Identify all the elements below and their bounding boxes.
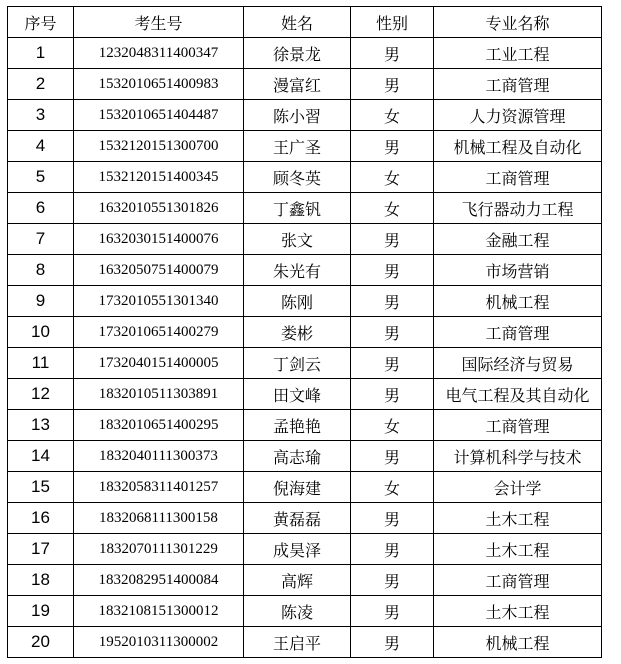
row-gender: 女 (351, 162, 434, 193)
row-name: 徐景龙 (244, 38, 351, 69)
table-row (8, 38, 602, 69)
row-name: 丁剑云 (244, 348, 351, 379)
row-major: 工商管理 (434, 162, 602, 193)
row-exam-id: 1832040111300373 (74, 441, 244, 472)
table-row (8, 255, 602, 286)
row-major: 工商管理 (434, 565, 602, 596)
row-no: 19 (8, 596, 74, 627)
row-exam-id: 1532120151400345 (74, 162, 244, 193)
row-gender: 女 (351, 410, 434, 441)
header-no: 序号 (8, 7, 74, 38)
row-name: 娄彬 (244, 317, 351, 348)
row-exam-id: 1832010651400295 (74, 410, 244, 441)
row-exam-id: 1532010651404487 (74, 100, 244, 131)
table-row (8, 193, 602, 224)
row-name: 陈小習 (244, 100, 351, 131)
table-row (8, 534, 602, 565)
row-exam-id: 1832010511303891 (74, 379, 244, 410)
table-row (8, 565, 602, 596)
row-name: 漫富红 (244, 69, 351, 100)
table-row (8, 69, 602, 100)
header-exam-id: 考生号 (74, 7, 244, 38)
row-gender: 男 (351, 565, 434, 596)
row-gender: 男 (351, 286, 434, 317)
row-no: 6 (8, 193, 74, 224)
header-major: 专业名称 (434, 7, 602, 38)
row-major: 国际经济与贸易 (434, 348, 602, 379)
row-name: 陈凌 (244, 596, 351, 627)
row-exam-id: 1632010551301826 (74, 193, 244, 224)
row-no: 20 (8, 627, 74, 658)
row-major: 土木工程 (434, 534, 602, 565)
row-exam-id: 1732010651400279 (74, 317, 244, 348)
row-gender: 男 (351, 224, 434, 255)
row-no: 18 (8, 565, 74, 596)
row-exam-id: 1732040151400005 (74, 348, 244, 379)
row-no: 15 (8, 472, 74, 503)
header-gender: 性别 (351, 7, 434, 38)
row-gender: 男 (351, 596, 434, 627)
row-exam-id: 1532010651400983 (74, 69, 244, 100)
row-gender: 男 (351, 255, 434, 286)
row-name: 田文峰 (244, 379, 351, 410)
row-exam-id: 1832108151300012 (74, 596, 244, 627)
row-exam-id: 1832068111300158 (74, 503, 244, 534)
row-gender: 男 (351, 534, 434, 565)
row-gender: 女 (351, 193, 434, 224)
row-name: 丁鑫钒 (244, 193, 351, 224)
row-no: 16 (8, 503, 74, 534)
row-no: 5 (8, 162, 74, 193)
header-name: 姓名 (244, 7, 351, 38)
row-no: 1 (8, 38, 74, 69)
row-major: 工业工程 (434, 38, 602, 69)
row-name: 高志瑜 (244, 441, 351, 472)
row-name: 顾冬英 (244, 162, 351, 193)
row-name: 成昊泽 (244, 534, 351, 565)
row-exam-id: 1832070111301229 (74, 534, 244, 565)
row-name: 陈刚 (244, 286, 351, 317)
row-no: 7 (8, 224, 74, 255)
row-gender: 女 (351, 472, 434, 503)
table-row (8, 131, 602, 162)
row-gender: 女 (351, 100, 434, 131)
row-gender: 男 (351, 503, 434, 534)
student-table (7, 6, 602, 658)
row-name: 倪海建 (244, 472, 351, 503)
row-name: 孟艳艳 (244, 410, 351, 441)
row-major: 电气工程及其自动化 (434, 379, 602, 410)
row-gender: 男 (351, 131, 434, 162)
table-row (8, 317, 602, 348)
row-exam-id: 1532120151300700 (74, 131, 244, 162)
row-major: 机械工程及自动化 (434, 131, 602, 162)
row-exam-id: 1832058311401257 (74, 472, 244, 503)
row-name: 朱光有 (244, 255, 351, 286)
row-name: 高辉 (244, 565, 351, 596)
row-no: 4 (8, 131, 74, 162)
table-row (8, 410, 602, 441)
table-row (8, 627, 602, 658)
table-row (8, 162, 602, 193)
row-no: 10 (8, 317, 74, 348)
row-exam-id: 1952010311300002 (74, 627, 244, 658)
row-major: 金融工程 (434, 224, 602, 255)
row-exam-id: 1832082951400084 (74, 565, 244, 596)
row-no: 12 (8, 379, 74, 410)
table-row (8, 441, 602, 472)
row-no: 17 (8, 534, 74, 565)
row-name: 王广圣 (244, 131, 351, 162)
table-row (8, 224, 602, 255)
row-gender: 男 (351, 627, 434, 658)
row-gender: 男 (351, 348, 434, 379)
row-no: 14 (8, 441, 74, 472)
row-exam-id: 1632050751400079 (74, 255, 244, 286)
row-gender: 男 (351, 441, 434, 472)
row-name: 黄磊磊 (244, 503, 351, 534)
row-no: 13 (8, 410, 74, 441)
row-major: 工商管理 (434, 410, 602, 441)
row-major: 机械工程 (434, 627, 602, 658)
table-row (8, 100, 602, 131)
row-exam-id: 1232048311400347 (74, 38, 244, 69)
row-major: 飞行器动力工程 (434, 193, 602, 224)
row-no: 11 (8, 348, 74, 379)
row-major: 土木工程 (434, 503, 602, 534)
row-major: 工商管理 (434, 317, 602, 348)
row-name: 张文 (244, 224, 351, 255)
row-gender: 男 (351, 69, 434, 100)
table-row (8, 503, 602, 534)
row-no: 2 (8, 69, 74, 100)
row-major: 人力资源管理 (434, 100, 602, 131)
row-major: 市场营销 (434, 255, 602, 286)
row-gender: 男 (351, 317, 434, 348)
row-major: 机械工程 (434, 286, 602, 317)
table-row (8, 596, 602, 627)
row-no: 8 (8, 255, 74, 286)
table-row (8, 348, 602, 379)
row-major: 计算机科学与技术 (434, 441, 602, 472)
row-major: 会计学 (434, 472, 602, 503)
table-row (8, 472, 602, 503)
row-no: 3 (8, 100, 74, 131)
header-row (8, 7, 602, 38)
table-row (8, 379, 602, 410)
row-name: 王启平 (244, 627, 351, 658)
row-major: 土木工程 (434, 596, 602, 627)
row-gender: 男 (351, 379, 434, 410)
row-major: 工商管理 (434, 69, 602, 100)
row-exam-id: 1632030151400076 (74, 224, 244, 255)
row-no: 9 (8, 286, 74, 317)
row-exam-id: 1732010551301340 (74, 286, 244, 317)
row-gender: 男 (351, 38, 434, 69)
table-row (8, 286, 602, 317)
